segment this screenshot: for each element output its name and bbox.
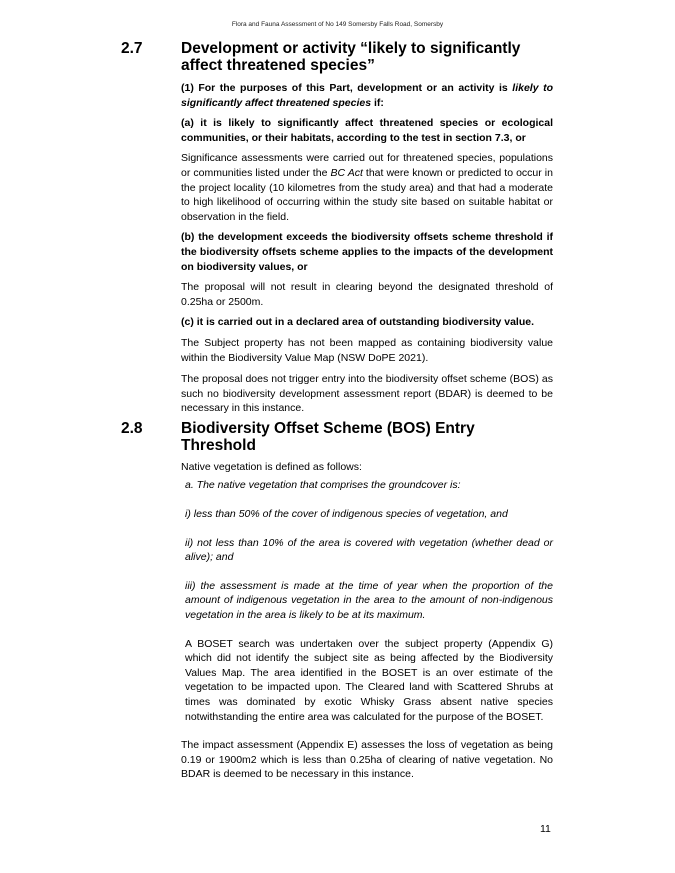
criterion-b-heading: (b) the development exceeds the biodiversity offsets scheme threshold if the biodiversity offsets scheme applies to the impacts of the development on biodiversity values, or	[181, 231, 553, 273]
criterion-a-heading: (a) it is likely to significantly affect threatened species or ecological communities, or their habitats, according to the test in section 7.3, or	[181, 117, 553, 144]
a-text-italic: BC Act	[330, 166, 363, 179]
definition-iii: iii) the assessment is made at the time of year when the proportion of the amount of indigenous vegetation in the area to the amount of non-indigenous vegetation in the area is likely to be at its maximum.	[185, 579, 553, 622]
intro-lead: (1) For the purposes of this Part, development or an activity is	[181, 82, 513, 94]
a-text-part-2: that were known or predicted to occur in the project locality (10 kilometres from the study area) and that had a moderate to high likelihood of occurring within the study site based on suitable habitat or observation in the field.	[181, 166, 553, 223]
criterion-a-text	[181, 151, 553, 224]
running-header: Flora and Fauna Assessment of No 149 Somersby Falls Road, Somersby	[231, 21, 444, 28]
section-2-7-heading	[121, 40, 553, 74]
impact-paragraph: The impact assessment (Appendix E) assesses the loss of vegetation as being 0.19 or 1900m2 which is less than 0.25ha of clearing of native vegetation. No BDAR is deemed to be necessary in this instance.	[181, 739, 553, 781]
definition-intro: Native vegetation is defined as follows:	[181, 460, 362, 473]
section-number: 2.8	[121, 419, 143, 437]
definition-i: i) less than 50% of the cover of indigenous species of vegetation, and	[185, 508, 508, 521]
definition-ii: ii) not less than 10% of the area is covered with vegetation (whether dead or alive); and	[185, 536, 553, 564]
intro-tail: if:	[371, 96, 384, 109]
a-text-part-1: Significance assessments were carried out for threatened species, populations or communities listed under the	[181, 152, 553, 179]
page-content	[121, 40, 553, 782]
section-title: Biodiversity Offset Scheme (BOS) Entry Threshold	[181, 419, 475, 454]
intro-italic-term: likely to significantly affect threatened species	[181, 82, 553, 109]
criterion-c-heading: (c) it is carried out in a declared area of outstanding biodiversity value.	[181, 316, 535, 329]
section-2-8-heading	[121, 420, 553, 454]
page-number: 11	[540, 823, 551, 835]
criterion-b-text: The proposal will not result in clearing beyond the designated threshold of 0.25ha or 2500m.	[181, 281, 553, 308]
section-2-8-body	[181, 460, 553, 782]
section-2-7-conclusion: The proposal does not trigger entry into the biodiversity offset scheme (BOS) as such no biodiversity development assessment report (BDAR) is deemed to be necessary in this instance.	[181, 373, 553, 415]
intro-paragraph	[181, 81, 553, 110]
definition-a: a. The native vegetation that comprises the groundcover is:	[185, 479, 461, 492]
section-title: Development or activity “likely to significantly affect threatened species”	[181, 40, 521, 74]
boset-paragraph: A BOSET search was undertaken over the subject property (Appendix G) which did not identify the subject site as being affected by the Biodiversity Values Map. The area identified in the BOSET is an over estimate of the vegetation to be impacted upon. The Cleared land with Scattered Shrubs at times was dominated by exotic Whisky Grass absent native species notwithstanding the entire area was calculated for the purpose of the BOSET.	[185, 637, 553, 723]
section-2-7-body	[181, 81, 553, 416]
section-number: 2.7	[121, 40, 143, 57]
criterion-c-text: The Subject property has not been mapped as containing biodiversity value within the Biodiversity Value Map (NSW DoPE 2021).	[181, 336, 553, 364]
